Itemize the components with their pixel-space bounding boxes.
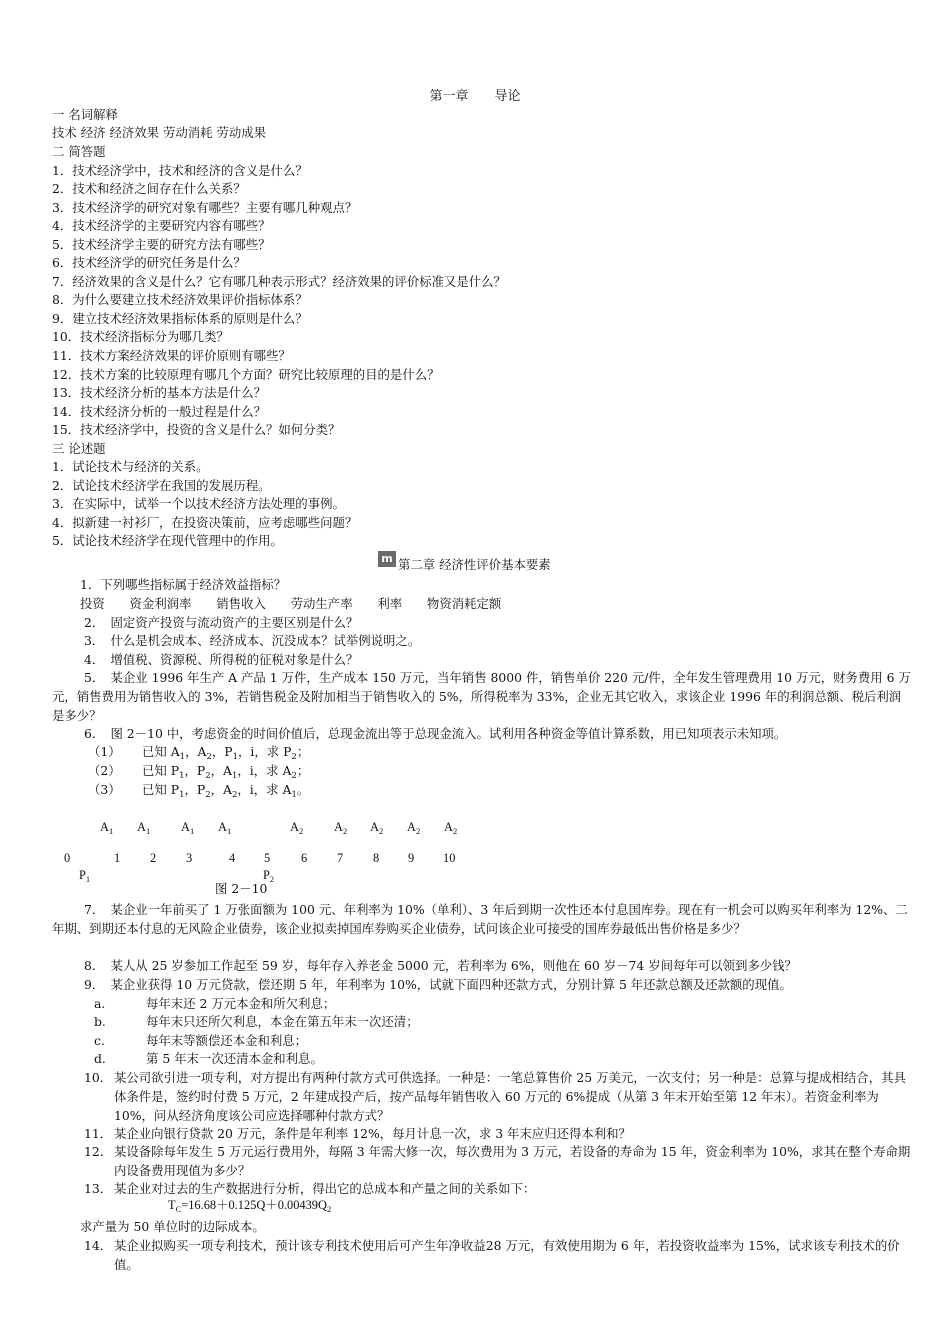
section1-terms: 技术 经济 经济效果 劳动消耗 劳动成果 bbox=[52, 125, 267, 140]
list-item: 2．试论技术经济学在我国的发展历程。 bbox=[52, 478, 271, 493]
list-item: 1．试论技术与经济的关系。 bbox=[52, 459, 209, 474]
question-9-sub-num: b. bbox=[94, 1014, 106, 1029]
question-7: 7． 某企业一年前买了 1 万张面额为 100 元、年利率为 10%（单利）、3 年后到期一次性还本付息国库券。现在有一机会可以购买年利率为 12%、二年期、到期还本付息的无风险企业债券，该企业拟卖掉国库券购买企业债券，试问该企业可接受的国库券最低出售价格是多少？ bbox=[52, 902, 908, 936]
question-6-sub-3: 已知 $P_1$，$P_2$，$A_2$，i，求 $A_1$。 bbox=[142, 782, 310, 800]
list-item: 15．技术经济学中，投资的含义是什么？如何分类？ bbox=[52, 422, 341, 437]
axis-number: 5 bbox=[264, 851, 271, 865]
section3-heading: 三 论述题 bbox=[52, 441, 106, 456]
list-item: 12．技术方案的比较原理有哪几个方面？研究比较原理的目的是什么？ bbox=[52, 367, 440, 382]
list-item: 1．技术经济学中，技术和经济的含义是什么？ bbox=[52, 163, 308, 178]
list-item: 10．技术经济指标分为哪几类？ bbox=[52, 329, 229, 344]
question-9-sub: 每年末等额偿还本金和利息； bbox=[146, 1033, 308, 1048]
axis-number: 2 bbox=[150, 851, 157, 865]
list-item: 3．技术经济学的研究对象有哪些？主要有哪几种观点？ bbox=[52, 200, 358, 215]
question-13-ask: 求产量为 50 单位时的边际成本。 bbox=[80, 1219, 265, 1234]
axis-number: 9 bbox=[408, 851, 415, 865]
question-5: 5． 某企业 1996 年生产 A 产品 1 万件，生产成本 150 万元，当年销售 8000 件，销售单价 220 元/件，全年发生管理费用 10 万元，财务费用 6 万元，销售费用为销售收入的 3%，若销售税金及附加相当于销售收入的 5%，所得税率为 33%，企业无其它收入，求该企业 1996 年的利润总额、税后利润是多少？ bbox=[52, 670, 911, 723]
a-label: $A_2$ bbox=[290, 820, 304, 836]
question-6-sub-num: （3） bbox=[88, 782, 121, 797]
list-item: 13．技术经济分析的基本方法是什么？ bbox=[52, 385, 267, 400]
question-13: 某企业对过去的生产数据进行分析，得出它的总成本和产量之间的关系如下： bbox=[114, 1181, 536, 1196]
question-6-sub-2: 已知 $P_1$，$P_2$，$A_1$，i，求 $A_2$； bbox=[142, 763, 310, 781]
question-1-options: 投资 资金利润率 销售收入 劳动生产率 利率 物资消耗定额 bbox=[80, 596, 502, 611]
figure-caption: 图 2－10 bbox=[215, 881, 268, 896]
list-item: 11．技术方案经济效果的评价原则有哪些？ bbox=[52, 348, 291, 363]
section2-heading: 二 简答题 bbox=[52, 144, 106, 159]
p-label: $P_1$ bbox=[79, 868, 91, 884]
question-14-num: 14． bbox=[84, 1238, 113, 1253]
question-9-sub: 每年末只还所欠利息，本金在第五年末一次还清； bbox=[146, 1014, 419, 1029]
question-4: 4． 增值税、资源税、所得税的征税对象是什么？ bbox=[84, 652, 359, 667]
axis-number: 6 bbox=[301, 851, 308, 865]
list-item: 6．技术经济学的研究任务是什么？ bbox=[52, 255, 246, 270]
chapter2-title: 第二章 经济性评价基本要素 bbox=[398, 557, 551, 572]
a-label: $A_1$ bbox=[100, 820, 114, 836]
question-9-sub: 第 5 年末一次还清本金和利息。 bbox=[146, 1051, 323, 1066]
chapter1-title: 第一章 导论 bbox=[429, 89, 521, 104]
doc-tag-icon: m bbox=[378, 551, 396, 567]
question-3: 3． 什么是机会成本、经济成本、沉没成本？试举例说明之。 bbox=[84, 633, 421, 648]
axis-number: 8 bbox=[373, 851, 380, 865]
list-item: 5．试论技术经济学在现代管理中的作用。 bbox=[52, 533, 283, 548]
question-12-num: 12． bbox=[84, 1144, 113, 1159]
question-14: 某企业拟购买一项专利技术，预计该专利技术使用后可产生年净收益28 万元，有效使用期为 6 年，若投资收益率为 15%，试求该专利技术的价值。 bbox=[114, 1238, 900, 1272]
list-item: 5．技术经济学主要的研究方法有哪些？ bbox=[52, 237, 271, 252]
axis-number: 10 bbox=[443, 851, 456, 865]
question-9-sub-num: c. bbox=[94, 1033, 105, 1048]
question-11-num: 11． bbox=[84, 1126, 113, 1141]
question-9: 9． 某企业获得 10 万元贷款，偿还期 5 年，年利率为 10%，试就下面四种还款方式，分别计算 5 年还款总额及还款额的现值。 bbox=[84, 977, 792, 992]
question-13-num: 13． bbox=[84, 1181, 113, 1196]
question-10-num: 10． bbox=[84, 1070, 113, 1085]
a-label: $A_2$ bbox=[370, 820, 384, 836]
question-10: 某公司欲引进一项专利，对方提出有两种付款方式可供选择。一种是：一笔总算售价 25 万美元，一次支付；另一种是：总算与提成相结合，其具体条件是，签约时付费 5 万元，2 年建成投产后，按产品每年销售收入 60 万元的 6%提成（从第 3 年末开始至第 12 年末）。若资金利率为 10%，问从经济角度该公司应选择哪种付款方式？ bbox=[114, 1070, 906, 1123]
list-item: 14．技术经济分析的一般过程是什么？ bbox=[52, 404, 267, 419]
list-item: 7．经济效果的含义是什么？它有哪几种表示形式？经济效果的评价标准又是什么？ bbox=[52, 274, 506, 289]
axis-number: 3 bbox=[186, 851, 193, 865]
axis-number: 4 bbox=[229, 851, 236, 865]
axis-number: 0 bbox=[64, 851, 71, 865]
question-6-sub-num: （2） bbox=[88, 763, 121, 778]
section1-heading: 一 名词解释 bbox=[52, 107, 118, 122]
axis-number: 1 bbox=[114, 851, 121, 865]
question-11: 某企业向银行贷款 20 万元，条件是年利率 12%，每月计息一次，求 3 年末应归还得本利和？ bbox=[114, 1126, 631, 1141]
list-item: 4．技术经济学的主要研究内容有哪些？ bbox=[52, 218, 271, 233]
p-label: $P_2$ bbox=[263, 868, 275, 884]
a-label: $A_2$ bbox=[444, 820, 458, 836]
a-label: $A_1$ bbox=[137, 820, 151, 836]
question-8: 8． 某人从 25 岁参加工作起至 59 岁，每年存入养老金 5000 元，若利率为 6%，则他在 60 岁－74 岁间每年可以领到多少钱？ bbox=[84, 958, 797, 973]
list-item: 8．为什么要建立技术经济效果评价指标体系？ bbox=[52, 292, 308, 307]
question-6-sub-num: （1） bbox=[88, 744, 121, 759]
question-1: 1．下列哪些指标属于经济效益指标？ bbox=[80, 577, 287, 592]
question-6: 6． 图 2－10 中，考虑资金的时间价值后，总现金流出等于总现金流入。试利用各种资金等值计算系数，用已知项表示未知项。 bbox=[84, 726, 787, 741]
a-label: $A_1$ bbox=[218, 820, 232, 836]
list-item: 9．建立技术经济效果指标体系的原则是什么？ bbox=[52, 311, 308, 326]
list-item: 3．在实际中，试举一个以技术经济方法处理的事例。 bbox=[52, 496, 345, 511]
a-label: $A_2$ bbox=[334, 820, 348, 836]
a-label: $A_1$ bbox=[181, 820, 195, 836]
cost-formula: $T_C=16.68+0.125Q+0.00439Q_2$ bbox=[168, 1198, 332, 1214]
a-label: $A_2$ bbox=[407, 820, 421, 836]
question-9-sub: 每年末还 2 万元本金和所欠利息； bbox=[146, 996, 336, 1011]
question-9-sub-num: a. bbox=[94, 996, 106, 1011]
question-2: 2． 固定资产投资与流动资产的主要区别是什么？ bbox=[84, 615, 359, 630]
list-item: 4．拟新建一衬衫厂，在投资决策前，应考虑哪些问题？ bbox=[52, 515, 358, 530]
axis-number: 7 bbox=[337, 851, 344, 865]
list-item: 2．技术和经济之间存在什么关系？ bbox=[52, 181, 246, 196]
question-12: 某设备除每年发生 5 万元运行费用外，每隔 3 年需大修一次，每次费用为 3 万元，若设备的寿命为 15 年，资金利率为 10%，求其在整个寿命期内设备费用现值为多少？ bbox=[114, 1144, 911, 1178]
cash-flow-diagram bbox=[0, 812, 950, 902]
question-9-sub-num: d. bbox=[94, 1051, 106, 1066]
question-6-sub-1: 已知 $A_1$，$A_2$，$P_1$，i，求 $P_2$； bbox=[142, 744, 310, 762]
